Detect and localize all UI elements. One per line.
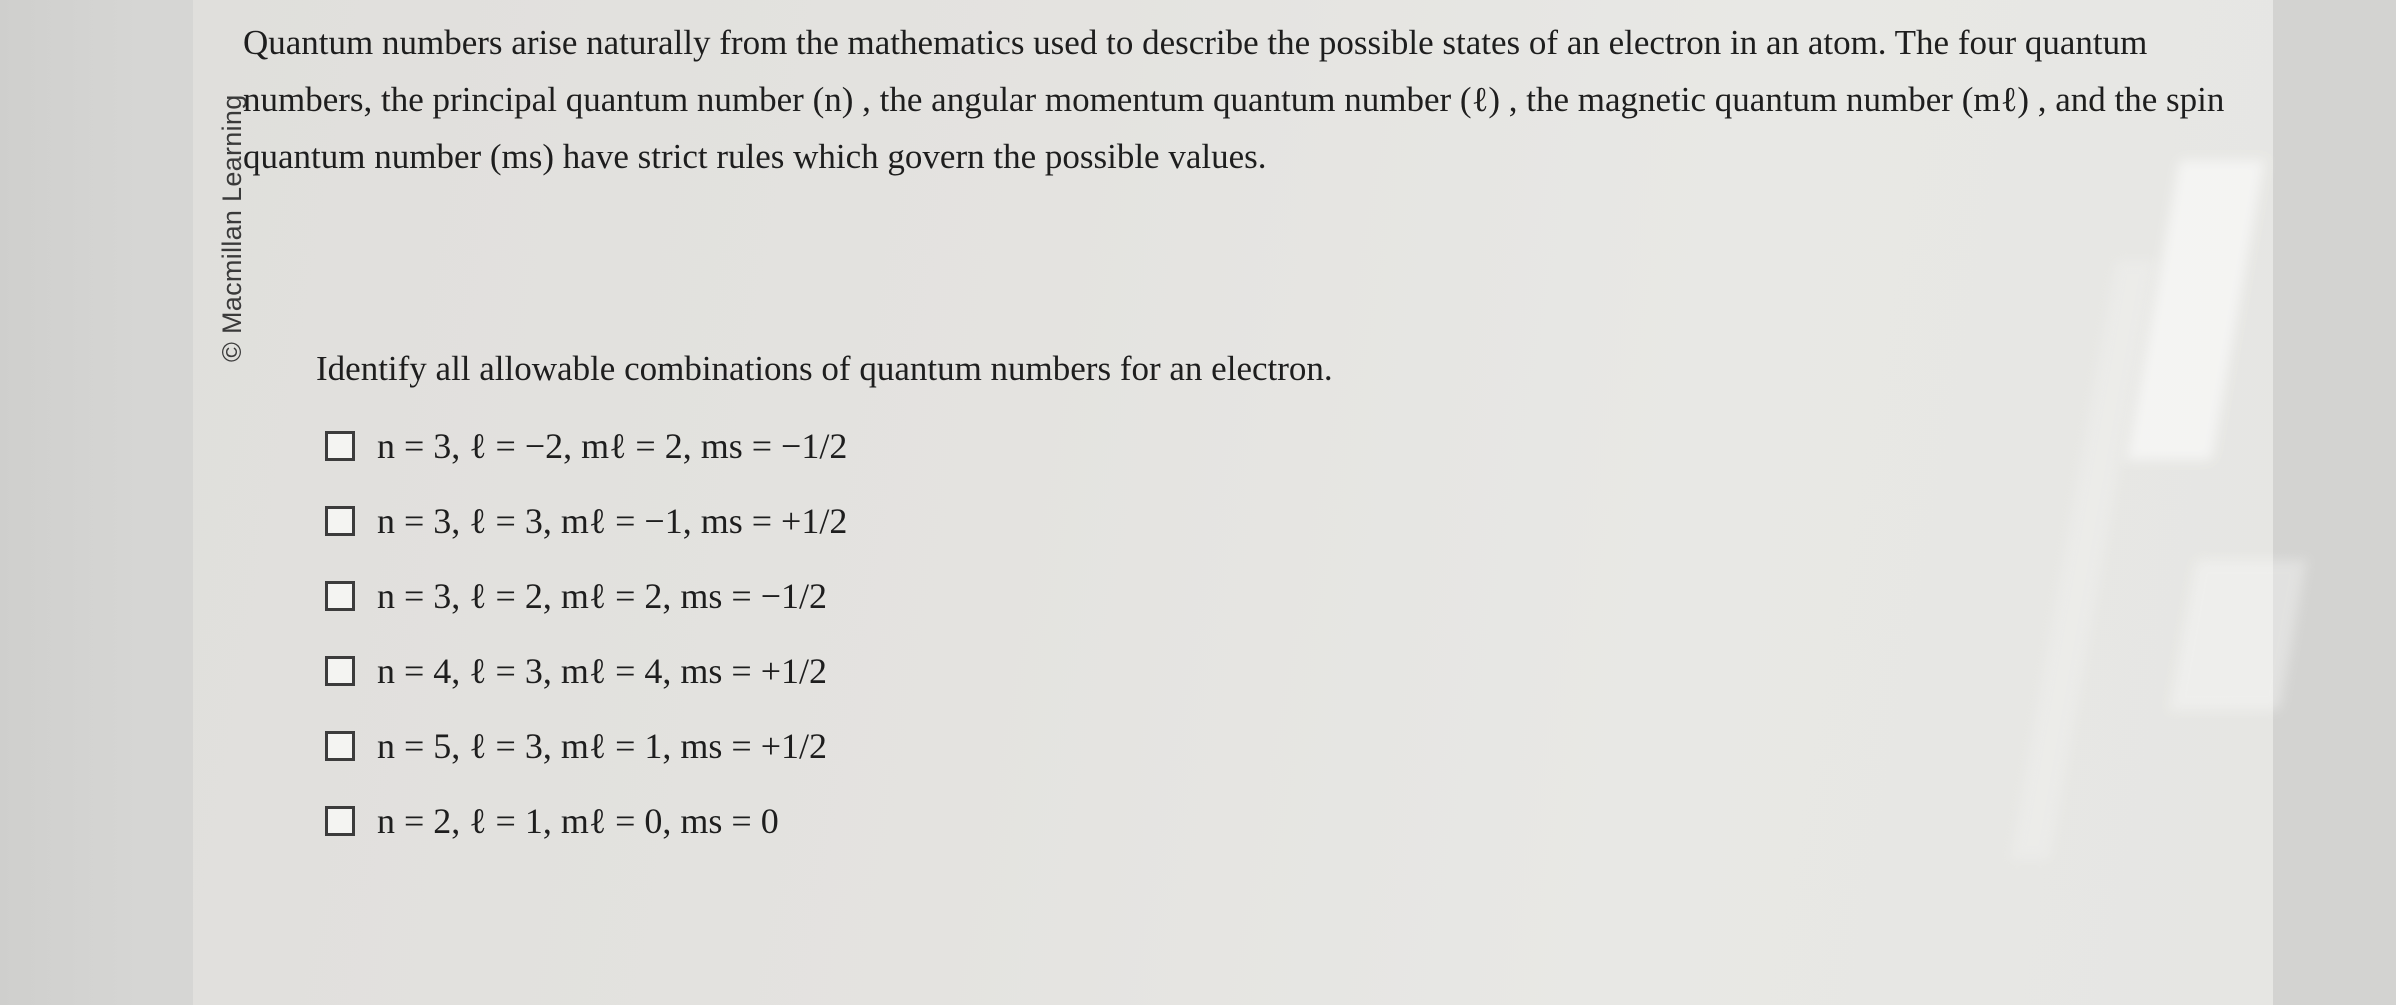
screen-glare — [2170, 560, 2306, 710]
option-label: n = 4, ℓ = 3, mℓ = 4, ms = +1/2 — [377, 650, 828, 691]
screen-glare — [2010, 260, 2156, 860]
checkbox[interactable] — [325, 506, 355, 536]
option-3[interactable] — [325, 558, 847, 633]
option-2[interactable] — [325, 483, 847, 558]
screen-glare — [2127, 160, 2265, 460]
option-5[interactable] — [325, 708, 847, 783]
option-6[interactable] — [325, 783, 847, 858]
option-4[interactable] — [325, 633, 847, 708]
checkbox[interactable] — [325, 431, 355, 461]
checkbox[interactable] — [325, 656, 355, 686]
checkbox[interactable] — [325, 581, 355, 611]
intro-paragraph: Quantum numbers arise naturally from the mathematics used to describe the possible states of an electron in an atom. The four quantum numbers, the principal quantum number (n) , the angular momentum quantum number (ℓ) , the magnetic quantum number (mℓ) , and the spin quantum number (ms) have strict rules which govern the possible values. — [243, 23, 2225, 176]
checkbox[interactable] — [325, 731, 355, 761]
option-1[interactable] — [325, 408, 847, 483]
option-label: n = 3, ℓ = 3, mℓ = −1, ms = +1/2 — [377, 500, 848, 541]
option-label: n = 5, ℓ = 3, mℓ = 1, ms = +1/2 — [377, 725, 828, 766]
answer-options — [325, 408, 847, 858]
option-label: n = 3, ℓ = −2, mℓ = 2, ms = −1/2 — [377, 425, 848, 466]
checkbox[interactable] — [325, 806, 355, 836]
copyright-watermark: © Macmillan Learning — [217, 94, 247, 362]
question-prompt: Identify all allowable combinations of quantum numbers for an electron. — [316, 349, 1333, 388]
option-label: n = 3, ℓ = 2, mℓ = 2, ms = −1/2 — [377, 575, 828, 616]
option-label: n = 2, ℓ = 1, mℓ = 0, ms = 0 — [377, 800, 779, 841]
